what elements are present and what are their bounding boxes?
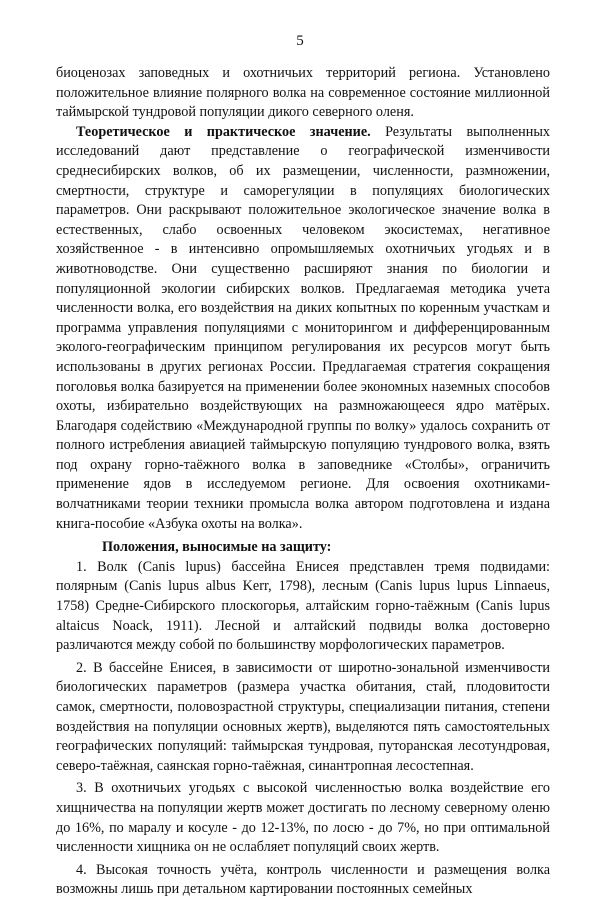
page-number: 5 <box>296 33 304 49</box>
defense-item-2: 2. В бассейне Енисея, в зависимости от широтно-зональной изменчивости биологических параметров (размера участка обитания, стай, плодовитости самок, смертности, половозрастной структуры, специализации питания, степени воздействия на популяции основных жертв), выделяются пять самостоятельных географических популяций: таймырская тундровая, путоранская лесотундровая, северо-таёжная, саянская горно-таёжная, синантропная лесостепная. <box>56 659 550 774</box>
defense-item-4: 4. Высокая точность учёта, контроль численности и размещения волка возможны лишь при детальном картировании постоянных семейных <box>56 861 550 898</box>
defense-title: Положения, выносимые на защиту: <box>102 539 332 556</box>
continuation-paragraph: биоценозах заповедных и охотничьих территорий региона. Установлено положительное влияние полярного волка на современное состояние миллионной таймырской тундровой популяции дикого северного оленя. <box>56 65 550 121</box>
significance-paragraph <box>56 123 550 534</box>
significance-heading: Теоретическое и практическое значение. <box>76 123 371 140</box>
body-text <box>56 64 550 900</box>
defense-item-1: 1. Волк (Canis lupus) бассейна Енисея представлен тремя подвидами: полярным (Canis lupus albus Kerr, 1798), лесным (Canis lupus lupus Linnaeus, 1758) Средне-Сибирского плоскогорья, алтайским горно-таёжным (Canis lupus altaicus Noack, 1911). Лесной и алтайский подвиды волка достоверно различаются между собой по большинству морфологических параметров. <box>56 558 550 654</box>
defense-item-3: 3. В охотничьих угодьях с высокой численностью волка воздействие его хищничества на популяции жертв может достигать по лесному северному оленю до 16%, по маралу и косуле - до 12-13%, по лосю - до 7%, но при оптимальной численности хищника он не ослабляет популяций своих жертв. <box>56 780 550 856</box>
significance-text: Результаты выполненных исследований дают представление о географической изменчивости среднесибирских волков, об их размещении, численности, размножении, смертности, структуре и саморегуляции в популяциях биологических параметров. Они раскрывают положительное экологическое значение волка в естественных, слабо освоенных человеком экосистемах, негативное хозяйственное - в интенсивно опромышляемых охотничьих угодьях и в животноводстве. Они существенно расширяют знания по биологии и популяционной экологии сибирских волков. Предлагаемая методика учета численности волка, его воздействия на диких копытных по коренным участкам и программа управления популяциями с мониторингом и дифференцированным эколого-географическим принципом регулирования их ресурсов могут быть использованы в других регионах России. Предлагаемая стратегия сокращения поголовья волка базируется на применении более экономных наземных способов охоты, избирательно воздействующих на размножающееся ядро матёрых. Благодаря содействию «Международной группы по волку» удалось сохранить от полного истребления авиацией таймырскую популяцию тундрового волка, взять под охрану горно-таёжного волка в заповеднике «Столбы», ограничить применение ядов в исследуемом регионе. Для освоения охотниками-волчатниками теории техники промысла волка автором подготовлена и издана книга-пособие «Азбука охоты на волка». <box>56 123 550 532</box>
